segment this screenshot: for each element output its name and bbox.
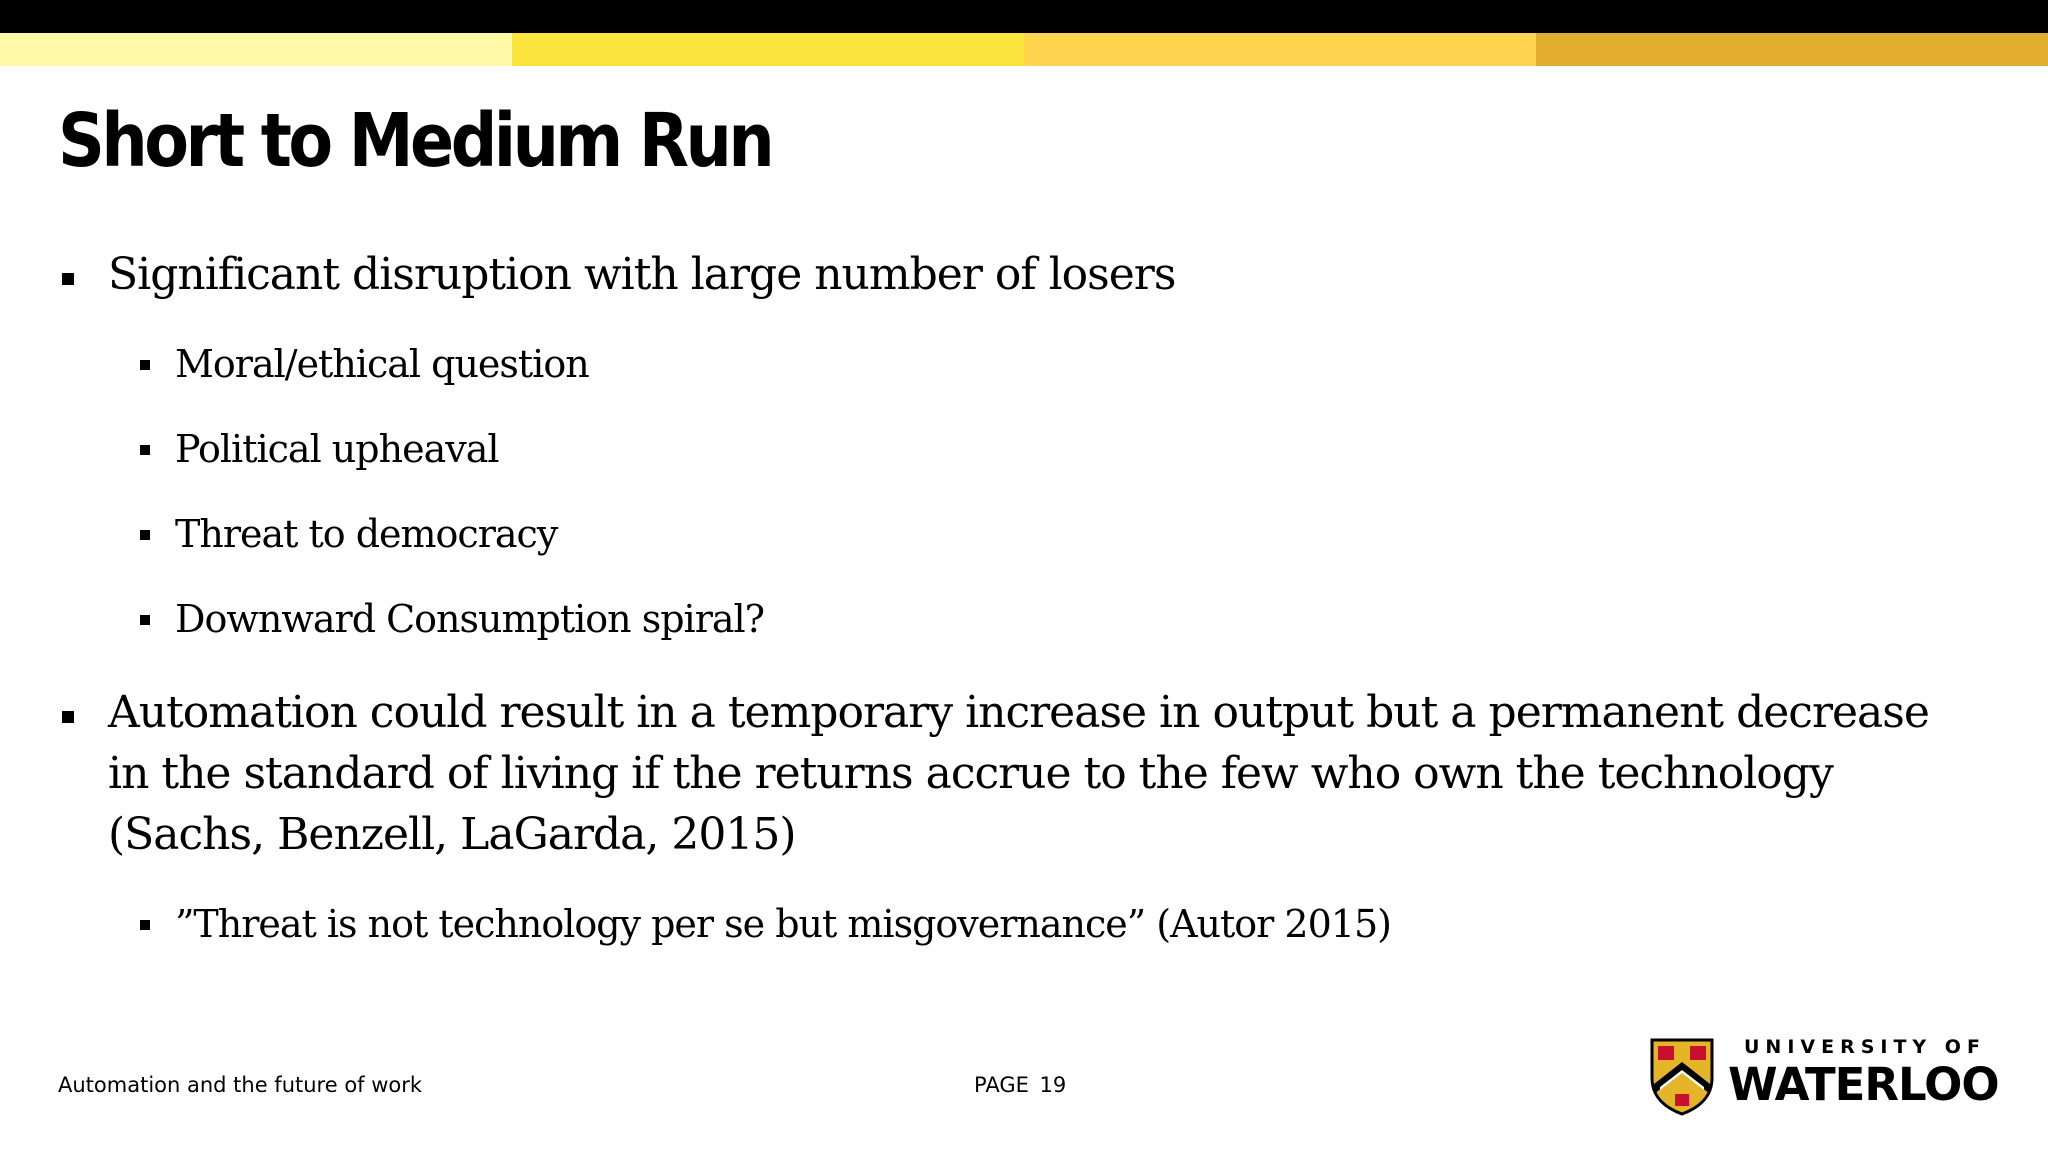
color-band-segment (1024, 33, 1536, 66)
lion-right (1690, 1046, 1706, 1060)
sub-bullet-text: Political upheaval (175, 427, 499, 471)
sub-bullet-text: ”Threat is not technology per se but misgovernance” (Autor 2015) (175, 902, 1391, 946)
bullet-list (58, 244, 1958, 950)
bullet-text: Automation could result in a temporary increase in output but a permanent decrease in the standard of living if the returns accrue to the few who own the technology (Sachs, Benzell, LaGarda, 2015) (108, 687, 1929, 860)
square-bullet-icon (140, 360, 150, 370)
square-bullet-icon (140, 530, 150, 540)
footer-course-title: Automation and the future of work (58, 1073, 423, 1097)
logo-university-of: UNIVERSITY OF (1744, 1036, 1986, 1058)
sub-bullet-item (58, 423, 1958, 475)
sub-bullet-item (58, 338, 1958, 390)
sub-bullet-text: Threat to democracy (175, 512, 558, 556)
square-bullet-icon (62, 273, 74, 285)
crest-shield-icon (1648, 1036, 1716, 1116)
bullet-item (58, 244, 1958, 305)
square-bullet-icon (140, 445, 150, 455)
square-bullet-icon (140, 920, 150, 930)
bullet-text: Significant disruption with large number of losers (108, 249, 1176, 300)
sub-bullet-item (58, 508, 1958, 560)
color-band-segment (0, 33, 512, 66)
square-bullet-icon (140, 615, 150, 625)
footer-page-number: PAGE 19 (974, 1073, 1067, 1097)
logo-waterloo: WATERLOO (1728, 1058, 1999, 1111)
color-band-segment (512, 33, 1024, 66)
university-logo (1648, 1036, 1999, 1120)
slide-title: Short to Medium Run (58, 98, 772, 184)
lion-bottom (1675, 1094, 1689, 1106)
header-color-band (0, 33, 2048, 66)
color-band-segment (1536, 33, 2048, 66)
sub-bullet-item (58, 898, 1958, 950)
sub-bullet-text: Downward Consumption spiral? (175, 597, 765, 641)
sub-bullet-text: Moral/ethical question (175, 342, 589, 386)
sub-bullet-item (58, 593, 1958, 645)
bullet-item (58, 682, 1958, 865)
lion-left (1658, 1046, 1674, 1060)
top-black-bar (0, 0, 2048, 33)
square-bullet-icon (62, 711, 74, 723)
